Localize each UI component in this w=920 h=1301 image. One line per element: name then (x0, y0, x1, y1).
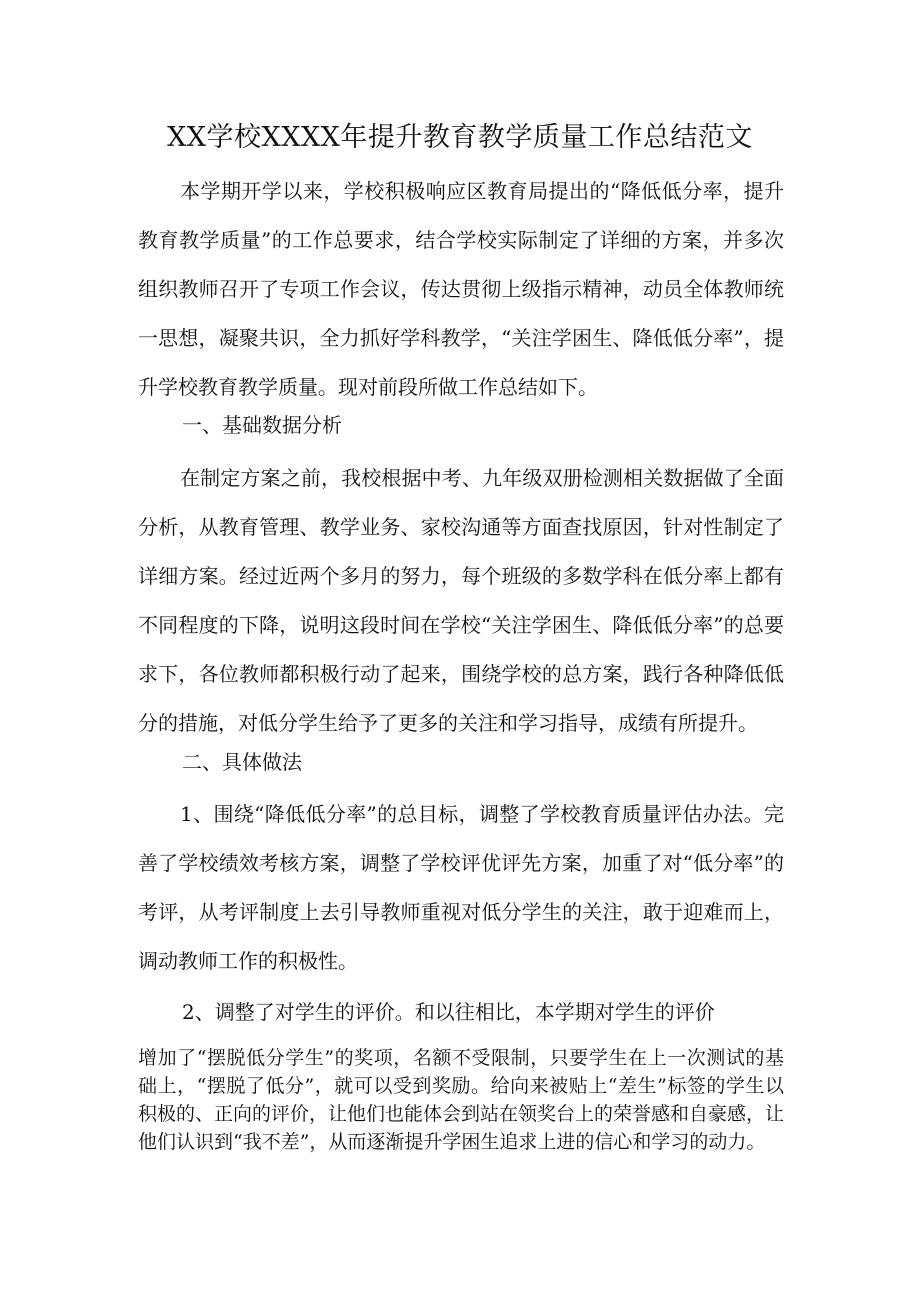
section2-item2-lead: 2、调整了对学生的评价。和以往相比，本学期对学生的评价 (182, 1000, 715, 1024)
intro-paragraph: 本学期开学以来，学校积极响应区教育局提出的“降低低分率，提升教育教学质量”的工作总要求，结合学校实际制定了详细的方案，并多次组织教师召开了专项工作会议，传达贯彻上级指示精神，动员全体教师统一思想，凝聚共识，全力抓好学科教学，“关注学困生、降低低分率”，提升学校教育教学质量。现对前段所做工作总结如下。 (138, 179, 784, 399)
section2-heading: 二、具体做法 (182, 750, 302, 774)
document-title: XX学校XXXX年提升教育教学质量工作总结范文 (167, 122, 753, 153)
section1-paragraph: 在制定方案之前，我校根据中考、九年级双册检测相关数据做了全面分析，从教育管理、教学业务、家校沟通等方面查找原因，针对性制定了详细方案。经过近两个多月的努力，每个班级的多数学科在低分率上都有不同程度的下降，说明这段时间在学校“关注学困生、降低低分率”的总要求下，各位教师都积极行动了起来，围绕学校的总方案，践行各种降低低分的措施，对低分学生给予了更多的关注和学习指导，成绩有所提升。 (138, 466, 784, 735)
section1-heading: 一、基础数据分析 (182, 413, 342, 437)
section2-item2-paragraph: 增加了“摆脱低分学生”的奖项，名额不受限制，只要学生在上一次测试的基础上，“摆脱了低分”，就可以受到奖励。给向来被贴上“差生”标签的学生以积极的、正向的评价，让他们也能体会到站在领奖台上的荣誉感和自豪感，让他们认识到“我不差”，从而逐渐提升学困生追求上进的信心和学习的动力。 (138, 1047, 785, 1153)
section2-item1-paragraph: 1、围绕“降低低分率”的总目标，调整了学校教育质量评估办法。完善了学校绩效考核方案，调整了学校评优评先方案，加重了对“低分率”的考评，从考评制度上去引导教师重视对低分学生的关注，敢于迎难而上，调动教师工作的积极性。 (138, 802, 784, 973)
